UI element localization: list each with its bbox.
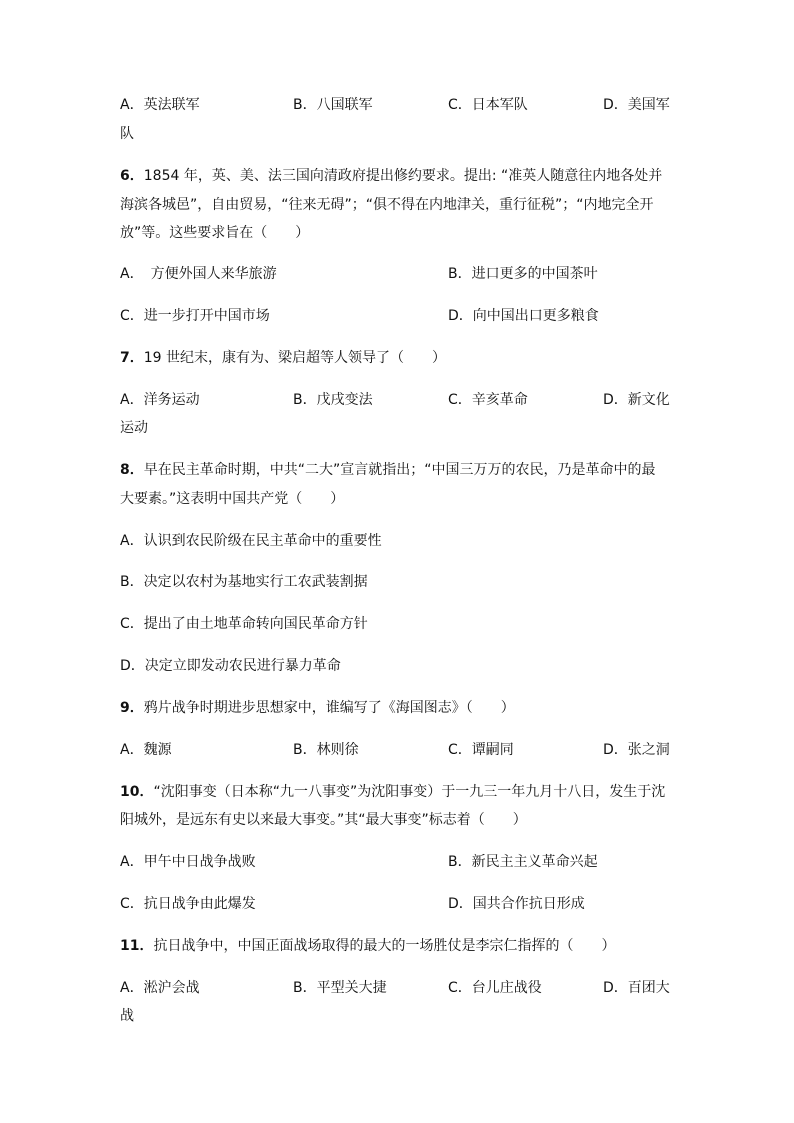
q6-stem-line3: 放”等。这些要求旨在（ ） xyxy=(120,225,310,241)
q8-stem-line1 xyxy=(120,460,656,480)
q10-option-d: D．国共合作抗日形成 xyxy=(448,896,585,912)
q7-option-d-continued: 运动 xyxy=(120,420,148,436)
q5-option-d: D．美国军 xyxy=(603,97,670,113)
q10-option-a: A．甲午中日战争战败 xyxy=(120,854,256,870)
q7-number: 7． xyxy=(120,350,144,366)
q5-option-d-continued: 队 xyxy=(120,126,134,142)
q10-text-line1: “沈阳事变（日本称“九一八事变”为沈阳事变）于一九三一年九月十八日，发生于沈 xyxy=(153,784,666,800)
q10-option-b: B．新民主主义革命兴起 xyxy=(448,854,598,870)
q9-stem-line1 xyxy=(120,698,515,718)
q6-option-a: A． 方便外国人来华旅游 xyxy=(120,266,277,282)
q9-option-d: D．张之洞 xyxy=(603,742,670,758)
q11-stem-line1 xyxy=(120,936,615,956)
q6-stem-line2: 海滨各城邑”，自由贸易，“往来无碍”；“俱不得在内地津关，重行征税”；“内地完全开 xyxy=(120,197,654,213)
q11-option-c: C．台儿庄战役 xyxy=(448,980,542,996)
q7-option-d: D．新文化 xyxy=(603,392,670,408)
q11-number: 11． xyxy=(120,938,154,954)
q11-option-d: D．百团大 xyxy=(603,980,670,996)
q5-option-b: B．八国联军 xyxy=(293,97,373,113)
q8-option-b: B．决定以农村为基地实行工农武装割据 xyxy=(120,574,368,590)
q9-option-a: A．魏源 xyxy=(120,742,172,758)
q6-text-line1: 1854 年，英、美、法三国向清政府提出修约要求。提出: “准英人随意往内地各处并 xyxy=(143,168,663,184)
q11-option-a: A．淞沪会战 xyxy=(120,980,200,996)
q7-option-c: C．辛亥革命 xyxy=(448,392,528,408)
q10-stem-line2: 阳城外，是远东有史以来最大事变。”其“最大事变”标志着（ ） xyxy=(120,812,527,828)
q6-number: 6． xyxy=(120,168,144,184)
q6-option-b: B．进口更多的中国茶叶 xyxy=(448,266,598,282)
q8-option-c: C．提出了由土地革命转向国民革命方针 xyxy=(120,616,368,632)
q8-number: 8． xyxy=(120,462,144,478)
q9-text-line1: 鸦片战争时期进步思想家中，谁编写了《海国图志》（ ） xyxy=(143,700,515,716)
q5-option-a: A．英法联军 xyxy=(120,97,200,113)
q9-option-c: C．谭嗣同 xyxy=(448,742,514,758)
q9-number: 9． xyxy=(120,700,144,716)
q8-text-line1: 早在民主革命时期，中共“二大”宣言就指出；“中国三万万的农民，乃是革命中的最 xyxy=(143,462,656,478)
q11-option-b: B．平型关大捷 xyxy=(293,980,387,996)
q11-option-d-continued: 战 xyxy=(120,1008,134,1024)
q6-option-d: D．向中国出口更多粮食 xyxy=(448,308,599,324)
q6-stem-line1 xyxy=(120,166,662,186)
q8-stem-line2: 大要素。”这表明中国共产党（ ） xyxy=(120,491,345,507)
q7-option-b: B．戊戌变法 xyxy=(293,392,373,408)
q7-text-line1: 19 世纪末，康有为、梁启超等人领导了（ ） xyxy=(143,350,447,366)
q10-option-c: C．抗日战争由此爆发 xyxy=(120,896,256,912)
q8-option-d: D．决定立即发动农民进行暴力革命 xyxy=(120,658,341,674)
q5-option-c: C．日本军队 xyxy=(448,97,528,113)
q8-option-a: A．认识到农民阶级在民主革命中的重要性 xyxy=(120,533,382,549)
q6-option-c: C．进一步打开中国市场 xyxy=(120,308,270,324)
q10-number: 10． xyxy=(120,784,154,800)
q7-option-a: A．洋务运动 xyxy=(120,392,200,408)
q10-stem-line1 xyxy=(120,782,665,802)
q11-text-line1: 抗日战争中，中国正面战场取得的最大的一场胜仗是李宗仁指挥的（ ） xyxy=(153,938,616,954)
q7-stem-line1 xyxy=(120,348,446,368)
q9-option-b: B．林则徐 xyxy=(293,742,359,758)
